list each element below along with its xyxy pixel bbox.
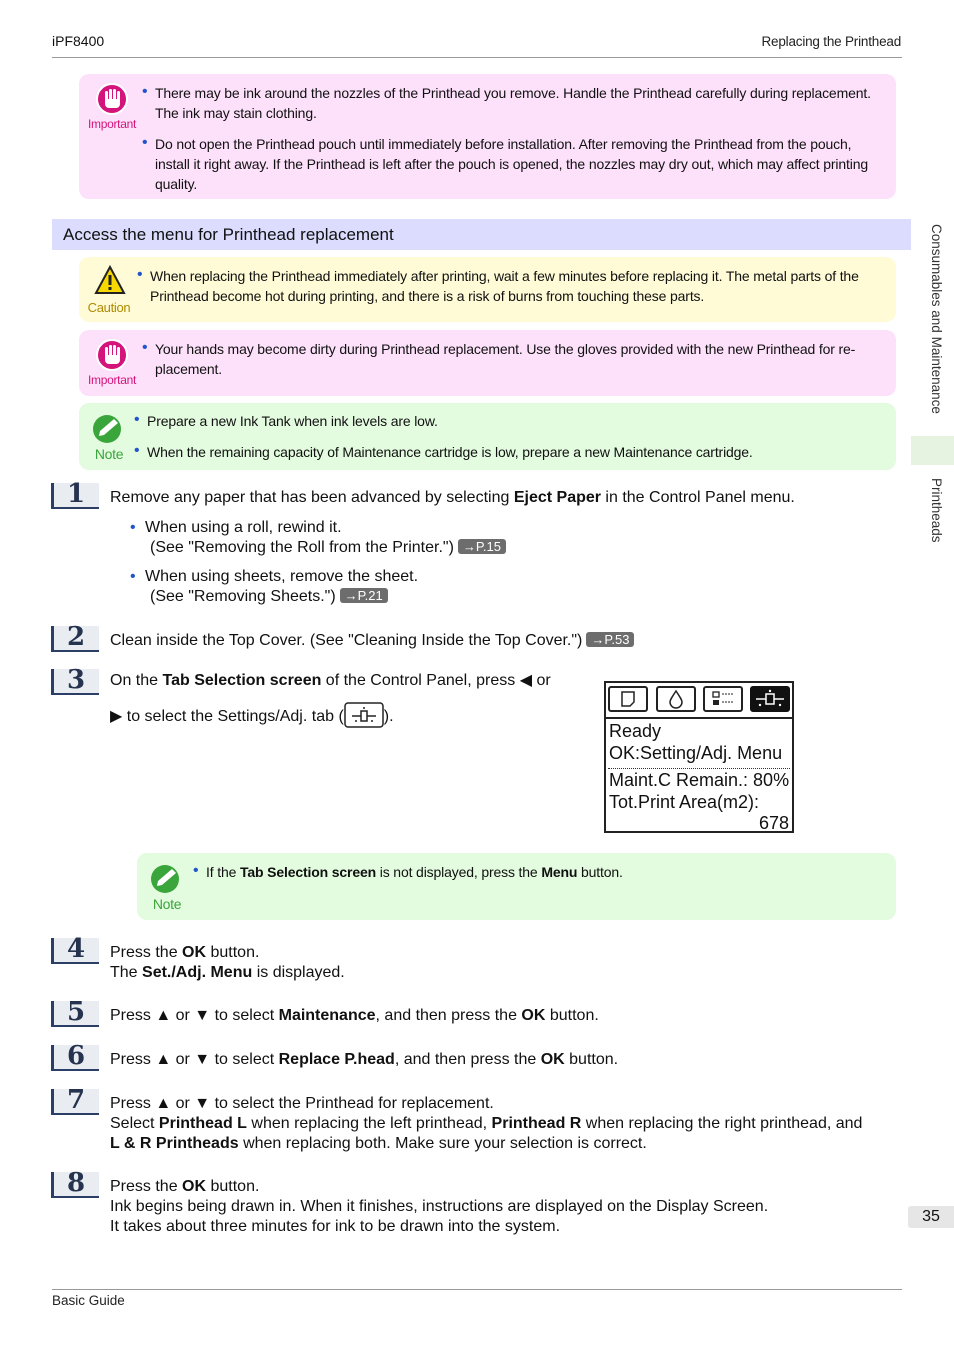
header-divider xyxy=(52,57,902,58)
step-number: 2 xyxy=(51,626,99,652)
important-box xyxy=(79,330,896,396)
note-pencil-icon xyxy=(91,411,125,445)
lcd-display-screen xyxy=(604,681,794,833)
lcd-tab-job xyxy=(703,686,743,712)
step-text: Remove any paper that has been advanced by selecting Eject Paper in the Control Panel menu. xyxy=(110,489,795,506)
side-tab-consumables[interactable]: Consumables and Maintenance xyxy=(929,224,944,414)
page-ref-link[interactable]: →P.53 xyxy=(586,632,634,647)
lcd-line: OK:Setting/Adj. Menu xyxy=(609,743,783,763)
bullet-item: • When the remaining capacity of Maintenance cartridge is low, prepare a new Maintenance cartridge. xyxy=(134,442,753,460)
step-number: 3 xyxy=(51,669,99,695)
important-box xyxy=(79,74,896,199)
step-text: Press the OK button. Ink begins being drawn in. When it finishes, instructions are displayed on the Display Screen. It takes about three minutes for ink to be drawn into the system. xyxy=(110,1178,769,1235)
settings-adj-tab-icon xyxy=(344,702,384,728)
section-heading: Access the menu for Printhead replacement xyxy=(52,219,911,250)
step-text: Press the OK button. The Set./Adj. Menu is displayed. xyxy=(110,944,345,981)
step-text: Clean inside the Top Cover. (See "Cleaning Inside the Top Cover.") →P.53 xyxy=(110,631,634,651)
settings-adj-icon xyxy=(752,688,788,710)
header-chapter: Replacing the Printhead xyxy=(761,34,901,49)
sub-bullet: • When using sheets, remove the sheet. (See "Removing Sheets.") →P.21 xyxy=(130,568,419,605)
ink-drop-icon xyxy=(658,688,694,710)
important-label: Important xyxy=(88,373,136,387)
step-text: Press ▲ or ▼ to select the Printhead for replacement. Select Printhead L when replacing the left printhead, Printhead R when replacing the right printhead, and L & R Printheads when replacing both. Make sure your selection is correct. xyxy=(110,1095,863,1152)
page-number: 35 xyxy=(908,1206,954,1228)
step-text: Press ▲ or ▼ to select Maintenance, and then press the OK button. xyxy=(110,1007,599,1024)
step-text: On the Tab Selection screen of the Control Panel, press ◀ or xyxy=(110,672,551,689)
left-arrow-icon: ◀ xyxy=(519,672,532,689)
bullet-item: • There may be ink around the nozzles of the Printhead you remove. Handle the Printhead carefully during replacement. The ink may stain clothing. xyxy=(142,83,871,121)
warning-triangle-icon xyxy=(94,265,126,295)
note-pencil-icon xyxy=(149,861,183,895)
page-ref-link[interactable]: →P.21 xyxy=(340,588,388,603)
lcd-divider xyxy=(608,768,790,769)
note-label: Note xyxy=(94,446,124,462)
step-number: 1 xyxy=(51,483,99,509)
right-arrow-icon: ▶ xyxy=(110,708,123,725)
lcd-tab-settings-selected xyxy=(750,686,790,712)
job-list-icon xyxy=(705,688,741,710)
bullet-item: • When replacing the Printhead immediately after printing, wait a few minutes before replacing it. The metal parts of the Printhead become hot during printing, and there is a risk of burns from touching these parts. xyxy=(137,266,859,304)
lcd-line: Maint.C Remain.: 80% xyxy=(609,770,790,790)
step-number: 8 xyxy=(51,1172,99,1198)
step-number: 4 xyxy=(51,938,99,964)
step-number: 6 xyxy=(51,1045,99,1071)
step-number: 7 xyxy=(51,1089,99,1115)
header-model: iPF8400 xyxy=(52,33,105,49)
caution-box xyxy=(79,257,896,322)
lcd-line: 678 xyxy=(758,813,789,833)
footer-guide-name: Basic Guide xyxy=(52,1293,125,1308)
lcd-line: Ready xyxy=(609,721,662,741)
note-box xyxy=(137,853,896,920)
sub-bullet: • When using a roll, rewind it. (See "Removing the Roll from the Printer.") →P.15 xyxy=(145,518,506,558)
lcd-line: Tot.Print Area(m2): xyxy=(609,792,760,812)
important-hand-icon xyxy=(95,338,129,372)
step-text: Press ▲ or ▼ to select Replace P.head, and then press the OK button. xyxy=(110,1051,619,1068)
footer-divider xyxy=(52,1289,902,1290)
side-tab-printheads[interactable]: Printheads xyxy=(929,478,944,543)
bullet-item: • Prepare a new Ink Tank when ink levels are low. xyxy=(134,411,438,429)
bullet-item: • Do not open the Printhead pouch until immediately before installation. After removing the Printhead from the pouch, install it right away. If the Printhead is left after the pouch is opened, the nozzles may dry out, which may affect printing quality. xyxy=(142,134,869,192)
paper-icon xyxy=(610,688,646,710)
lcd-tab-row xyxy=(606,683,792,719)
note-label: Note xyxy=(152,896,182,912)
page-ref-link[interactable]: →P.15 xyxy=(458,539,506,554)
important-label: Important xyxy=(88,117,136,131)
lcd-tab-paper xyxy=(608,686,648,712)
bullet-item: • Your hands may become dirty during Printhead replacement. Use the gloves provided with the new Printhead for re- placement. xyxy=(142,339,856,377)
step-number: 5 xyxy=(51,1001,99,1027)
step-text: ▶ to select the Settings/Adj. tab ( ). xyxy=(110,702,394,728)
note-box xyxy=(79,403,896,470)
lcd-tab-ink xyxy=(656,686,696,712)
important-hand-icon xyxy=(95,82,129,116)
caution-label: Caution xyxy=(87,300,131,315)
bullet-item: • If the Tab Selection screen is not displayed, press the Menu button. xyxy=(193,862,623,880)
side-tab-marker xyxy=(911,436,954,465)
